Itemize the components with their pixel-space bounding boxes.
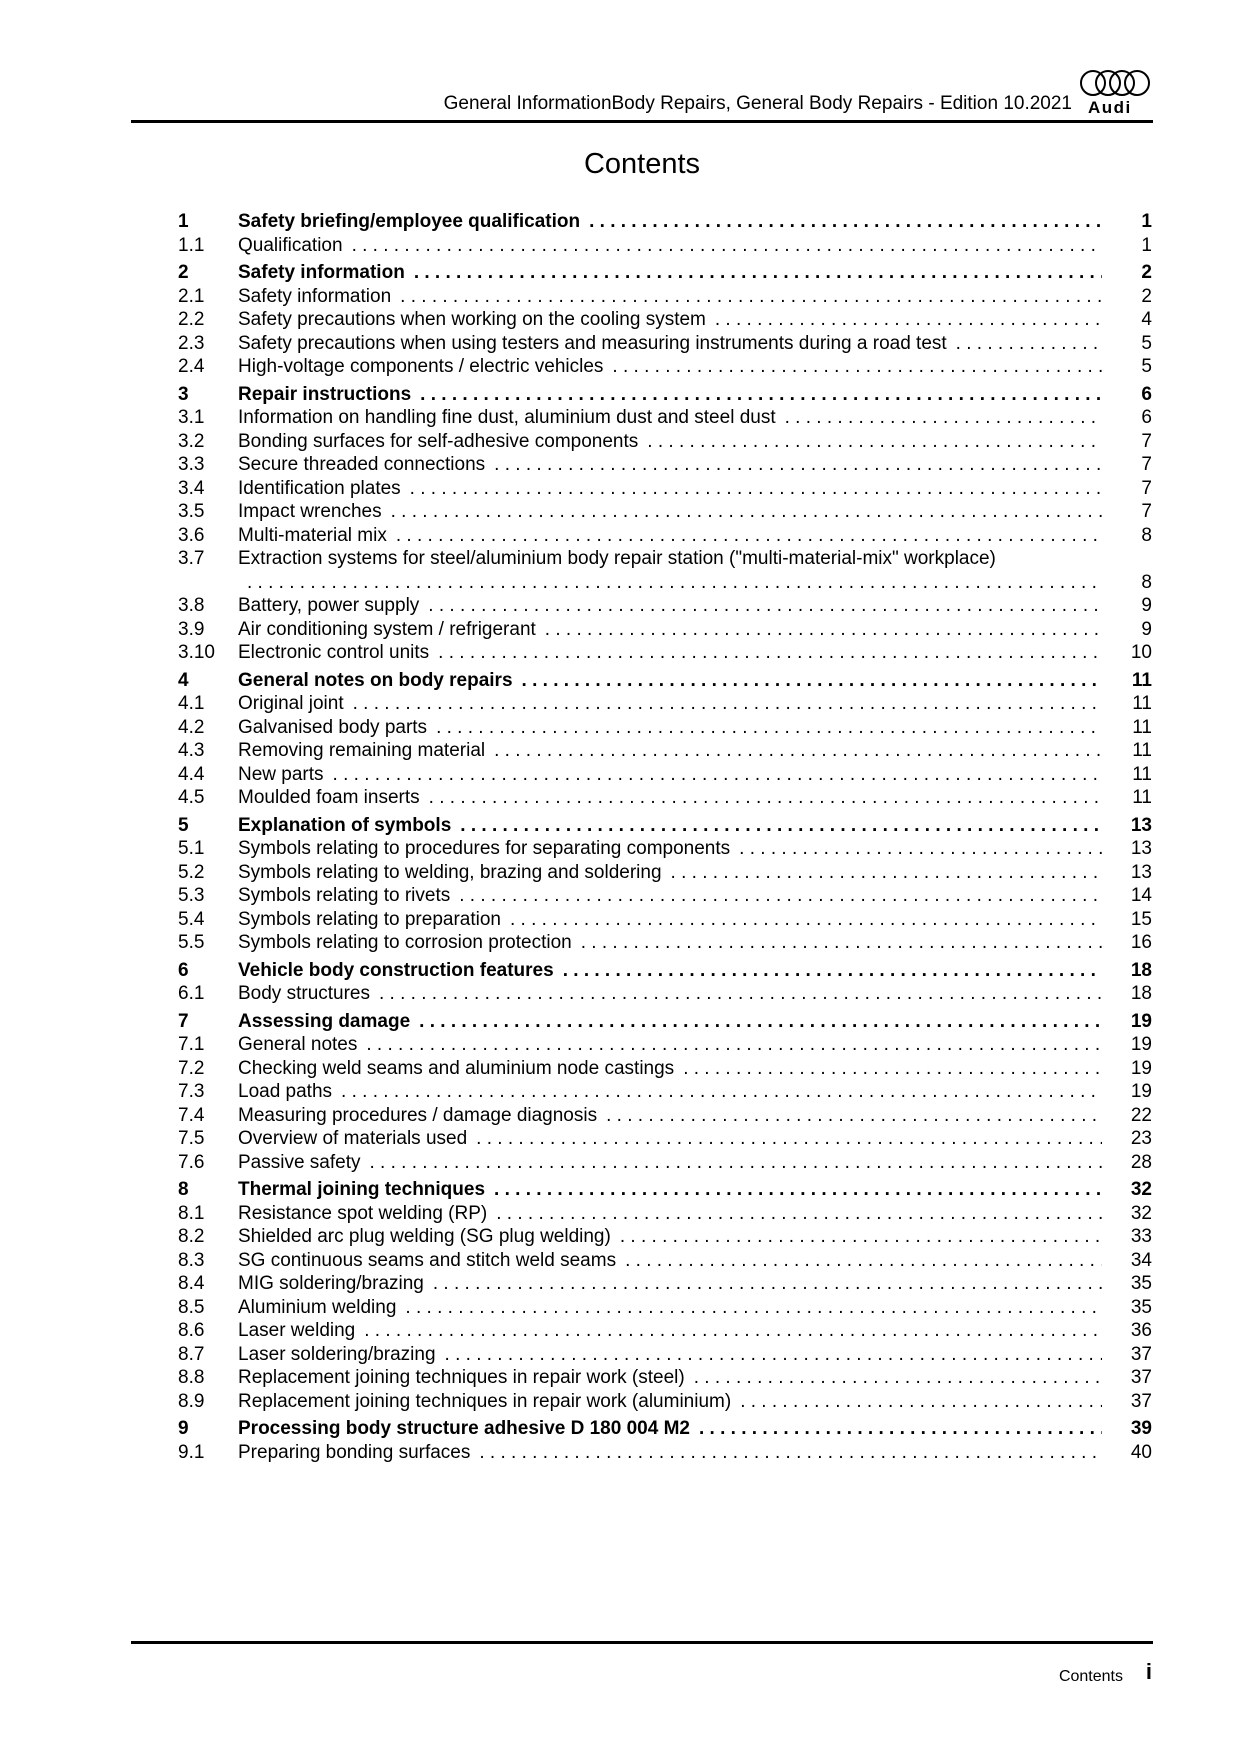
toc-entry[interactable]	[178, 1417, 1152, 1441]
toc-entry-page: 5	[1141, 332, 1152, 354]
toc-entry-number: 8.9	[178, 1390, 205, 1412]
toc-entry-page: 32	[1130, 1179, 1152, 1200]
footer-page-number: i	[1145, 1659, 1152, 1684]
toc-entry-page: 5	[1141, 356, 1152, 377]
dot-leader	[536, 618, 1102, 642]
toc-entry-page: 19	[1130, 1081, 1152, 1102]
dot-leader	[685, 1366, 1102, 1390]
dot-leader	[238, 571, 1102, 595]
dot-leader	[405, 261, 1102, 285]
toc-entry-number: 3.7	[178, 548, 205, 569]
toc-entry-title: Extraction systems for steel/aluminium body repair station ("multi-material-mix" workplace)	[238, 548, 996, 569]
toc-entry[interactable]	[178, 959, 1152, 983]
toc-entry-title: Shielded arc plug welding (SG plug welding)	[238, 1226, 611, 1247]
toc-entry-page: 2	[1141, 262, 1152, 283]
dot-leader	[616, 1249, 1102, 1273]
dot-leader	[387, 524, 1102, 548]
toc-entry-title: Removing remaining material	[238, 740, 486, 761]
toc-entry-title: Symbols relating to welding, brazing and soldering	[238, 861, 662, 883]
dot-leader	[343, 234, 1102, 258]
dot-leader	[355, 1319, 1102, 1343]
toc-entry-number: 3.6	[178, 524, 205, 546]
dot-leader	[513, 669, 1102, 693]
toc-entry-number: 4.5	[178, 787, 205, 808]
dot-leader	[611, 1225, 1102, 1249]
toc-entry-title: Laser soldering/brazing	[238, 1343, 436, 1365]
toc-entry-page: 11	[1132, 740, 1152, 761]
toc-entry[interactable]	[178, 547, 1152, 571]
toc-entry-page: 18	[1130, 959, 1152, 981]
toc-entry-page: 7	[1141, 430, 1152, 452]
toc-entry-number: 3.10	[178, 642, 215, 663]
toc-entry-page: 13	[1130, 861, 1152, 883]
dot-leader	[485, 739, 1102, 763]
toc-entry-page: 37	[1130, 1367, 1152, 1388]
toc-entry[interactable]	[178, 1296, 1152, 1320]
toc-entry-page: 1	[1141, 211, 1152, 232]
toc-entry-number: 5.5	[178, 932, 205, 953]
toc-entry[interactable]	[178, 571, 1152, 595]
dot-leader	[420, 786, 1102, 810]
dot-leader	[467, 1127, 1102, 1151]
toc-entry-page: 7	[1141, 477, 1152, 499]
toc-entry-page: 9	[1141, 618, 1152, 640]
toc-entry-page: 9	[1141, 595, 1152, 616]
toc-entry-page: 39	[1130, 1418, 1152, 1439]
dot-leader	[429, 641, 1102, 665]
toc-entry-number: 5.2	[178, 861, 205, 883]
header-rule	[131, 120, 1153, 123]
audi-wordmark: Audi	[1088, 98, 1132, 117]
toc-entry-page: 37	[1130, 1390, 1152, 1412]
toc-entry[interactable]	[178, 1104, 1152, 1128]
toc-entry[interactable]	[178, 524, 1152, 548]
dot-leader	[361, 1151, 1103, 1175]
toc-entry-number: 8.6	[178, 1320, 205, 1341]
toc-entry[interactable]	[178, 332, 1152, 356]
toc-entry[interactable]	[178, 763, 1152, 787]
toc-entry-page: 28	[1130, 1151, 1152, 1173]
toc-entry-page: 36	[1130, 1320, 1152, 1341]
dot-leader	[450, 884, 1102, 908]
toc-entry-page: 22	[1130, 1104, 1152, 1126]
toc-entry-number: 2	[178, 262, 189, 283]
toc-entry[interactable]	[178, 716, 1152, 740]
toc-entry[interactable]	[178, 1127, 1152, 1151]
toc-entry[interactable]	[178, 453, 1152, 477]
dot-leader	[419, 594, 1102, 618]
toc-entry[interactable]	[178, 1319, 1152, 1343]
toc-entry-title: Measuring procedures / damage diagnosis	[238, 1104, 598, 1126]
dot-leader	[603, 355, 1102, 379]
toc-entry-number: 4.4	[178, 763, 205, 785]
toc-entry-number: 5	[178, 814, 189, 836]
toc-entry[interactable]	[178, 1249, 1152, 1273]
toc-entry-page: 8	[1141, 524, 1152, 546]
toc-entry-number: 8.1	[178, 1202, 205, 1224]
toc-entry-title: Overview of materials used	[238, 1128, 468, 1149]
audi-rings-icon	[1080, 70, 1150, 97]
toc-entry-number: 8.4	[178, 1273, 205, 1294]
toc-entry-number: 5.1	[178, 838, 205, 859]
toc-entry[interactable]	[178, 908, 1152, 932]
dot-leader	[690, 1417, 1102, 1441]
toc-entry-title: General notes	[238, 1034, 358, 1055]
toc-entry-number: 4.2	[178, 716, 205, 738]
toc-entry-title: High-voltage components / electric vehicles	[238, 356, 604, 377]
toc-entry-title: Preparing bonding surfaces	[238, 1441, 471, 1463]
toc-entry[interactable]	[178, 739, 1152, 763]
toc-entry-page: 6	[1141, 383, 1152, 405]
toc-entry[interactable]	[178, 308, 1152, 332]
toc-entry-number: 1.1	[178, 234, 205, 256]
dot-leader	[487, 1202, 1102, 1226]
toc-entry-title: Safety precautions when using testers and measuring instruments during a road test	[238, 332, 947, 354]
toc-entry-number: 4.3	[178, 740, 205, 761]
toc-entry[interactable]	[178, 383, 1152, 407]
toc-entry[interactable]	[178, 982, 1152, 1006]
dot-leader	[410, 1010, 1102, 1034]
dot-leader	[401, 477, 1102, 501]
toc-entry-title: Processing body structure adhesive D 180 004 M2	[238, 1418, 690, 1439]
dot-leader	[451, 814, 1102, 838]
toc-entry-title: Moulded foam inserts	[238, 787, 420, 808]
toc-entry-number: 2.4	[178, 356, 205, 377]
toc-entry-number: 8.7	[178, 1343, 205, 1365]
toc-entry[interactable]	[178, 210, 1152, 234]
toc-entry-title: Symbols relating to preparation	[238, 908, 501, 930]
toc-entry-number: 5.4	[178, 908, 205, 930]
toc-entry-page: 15	[1130, 908, 1152, 930]
toc-entry-number: 8	[178, 1179, 189, 1200]
toc-entry-title: Safety information	[238, 285, 392, 307]
toc-entry-number: 7.3	[178, 1081, 205, 1102]
toc-entry-title: Secure threaded connections	[238, 454, 486, 475]
toc-entry-title: General notes on body repairs	[238, 669, 513, 691]
toc-entry-page: 11	[1131, 669, 1152, 691]
dot-leader	[427, 716, 1102, 740]
toc-entry-title: Checking weld seams and aluminium node castings	[238, 1057, 675, 1079]
toc-entry-number: 3	[178, 383, 189, 405]
toc-entry[interactable]	[178, 669, 1152, 693]
toc-entry-title: Qualification	[238, 234, 343, 256]
dot-leader	[706, 308, 1102, 332]
audi-logo	[1080, 62, 1152, 118]
dot-leader	[501, 908, 1102, 932]
toc-entry-number: 7.2	[178, 1057, 205, 1079]
toc-entry-number: 2.2	[178, 309, 205, 330]
toc-entry[interactable]	[178, 430, 1152, 454]
toc-entry-page: 19	[1130, 1034, 1152, 1055]
toc-list	[178, 206, 1152, 1464]
toc-entry-number: 1	[178, 211, 189, 232]
toc-entry[interactable]	[178, 1202, 1152, 1226]
toc-entry-page: 6	[1141, 407, 1152, 428]
toc-entry[interactable]	[178, 285, 1152, 309]
toc-entry-number: 7.5	[178, 1128, 205, 1149]
toc-entry[interactable]	[178, 1441, 1152, 1465]
toc-entry[interactable]	[178, 355, 1152, 379]
toc-entry-title: SG continuous seams and stitch weld seams	[238, 1249, 617, 1271]
toc-entry-page: 11	[1132, 716, 1152, 738]
dot-leader	[485, 453, 1102, 477]
toc-entry[interactable]	[178, 1225, 1152, 1249]
toc-entry-number: 3.8	[178, 595, 205, 616]
toc-entry-title: Repair instructions	[238, 383, 412, 405]
toc-entry[interactable]	[178, 1080, 1152, 1104]
toc-entry-page: 11	[1132, 763, 1152, 785]
toc-entry-page: 16	[1130, 932, 1152, 953]
toc-entry[interactable]	[178, 814, 1152, 838]
dot-leader	[411, 383, 1102, 407]
toc-entry[interactable]	[178, 692, 1152, 716]
toc-entry[interactable]	[178, 1010, 1152, 1034]
toc-entry-title: Battery, power supply	[238, 595, 420, 616]
toc-entry-page: 32	[1130, 1202, 1152, 1224]
toc-entry-page: 14	[1130, 885, 1152, 906]
dot-leader	[572, 931, 1102, 955]
dot-leader	[776, 406, 1102, 430]
toc-entry[interactable]	[178, 477, 1152, 501]
toc-entry[interactable]	[178, 594, 1152, 618]
toc-entry-number: 8.3	[178, 1249, 205, 1271]
dot-leader	[324, 763, 1102, 787]
dot-leader	[382, 500, 1102, 524]
toc-entry-page: 11	[1132, 787, 1152, 808]
toc-entry-page: 40	[1130, 1441, 1152, 1463]
toc-entry-number: 4	[178, 669, 189, 691]
dot-leader	[391, 285, 1102, 309]
dot-leader	[436, 1343, 1102, 1367]
toc-entry-page: 35	[1130, 1296, 1152, 1318]
dot-leader	[424, 1272, 1102, 1296]
toc-entry-number: 8.2	[178, 1226, 205, 1247]
toc-entry[interactable]	[178, 406, 1152, 430]
toc-entry-title: Bonding surfaces for self-adhesive components	[238, 430, 639, 452]
toc-entry-number: 4.1	[178, 693, 205, 714]
toc-entry[interactable]	[178, 261, 1152, 285]
toc-entry[interactable]	[178, 786, 1152, 810]
toc-entry-title: Symbols relating to corrosion protection	[238, 932, 572, 953]
dot-leader	[730, 837, 1102, 861]
toc-entry-title: Impact wrenches	[238, 501, 382, 522]
toc-entry-number: 7	[178, 1010, 189, 1032]
toc-entry-page: 7	[1141, 501, 1152, 522]
dot-leader	[597, 1104, 1102, 1128]
document-title: General InformationBody Repairs, General Body Repairs - Edition 10.2021	[443, 93, 1072, 114]
toc-entry-number: 6	[178, 959, 189, 981]
toc-entry-page: 8	[1141, 571, 1152, 593]
dot-leader	[731, 1390, 1102, 1414]
dot-leader	[662, 861, 1102, 885]
toc-entry-title: Identification plates	[238, 477, 401, 499]
dot-leader	[396, 1296, 1102, 1320]
toc-entry[interactable]	[178, 1272, 1152, 1296]
toc-entry-page: 33	[1130, 1226, 1152, 1247]
toc-entry-page: 4	[1141, 309, 1152, 330]
toc-entry-title: Air conditioning system / refrigerant	[238, 618, 536, 640]
toc-entry-number: 2.3	[178, 332, 205, 354]
toc-entry-title: Symbols relating to rivets	[238, 885, 451, 906]
dot-leader	[947, 332, 1102, 356]
toc-entry-title: Passive safety	[238, 1151, 361, 1173]
dot-leader	[580, 210, 1102, 234]
page-title: Contents	[583, 148, 701, 180]
audi-ring-icon	[1124, 70, 1150, 96]
toc-entry[interactable]	[178, 861, 1152, 885]
toc-entry-number: 3.1	[178, 407, 205, 428]
toc-entry-title: Multi-material mix	[238, 524, 387, 546]
toc-entry[interactable]	[178, 500, 1152, 524]
dot-leader	[470, 1441, 1102, 1465]
toc-entry-title: Replacement joining techniques in repair work (steel)	[238, 1367, 685, 1388]
toc-entry-number: 3.2	[178, 430, 205, 452]
toc-entry-title: New parts	[238, 763, 324, 785]
toc-entry-title: Aluminium welding	[238, 1296, 397, 1318]
toc-entry-title: MIG soldering/brazing	[238, 1273, 424, 1294]
toc-entry-page: 13	[1130, 814, 1152, 836]
toc-entry[interactable]	[178, 1366, 1152, 1390]
toc-entry-page: 13	[1130, 838, 1152, 859]
toc-entry-number: 3.3	[178, 454, 205, 475]
toc-entry[interactable]	[178, 1390, 1152, 1414]
toc-entry-number: 3.5	[178, 501, 205, 522]
dot-leader	[370, 982, 1102, 1006]
toc-entry-number: 2.1	[178, 285, 205, 307]
toc-entry-page: 37	[1130, 1343, 1152, 1365]
toc-entry[interactable]	[178, 641, 1152, 665]
toc-entry-number: 8.8	[178, 1367, 205, 1388]
toc-entry-title: Information on handling fine dust, aluminium dust and steel dust	[238, 407, 776, 428]
toc-entry-page: 7	[1141, 454, 1152, 475]
toc-entry[interactable]	[178, 1178, 1152, 1202]
toc-entry-title: Laser welding	[238, 1320, 356, 1341]
toc-entry-page: 35	[1130, 1273, 1152, 1294]
toc-entry-number: 7.4	[178, 1104, 205, 1126]
dot-leader	[638, 430, 1102, 454]
toc-entry-page: 2	[1141, 285, 1152, 307]
toc-entry-title: Assessing damage	[238, 1010, 411, 1032]
toc-entry[interactable]	[178, 1033, 1152, 1057]
dot-leader	[485, 1178, 1102, 1202]
toc-entry-number: 9.1	[178, 1441, 205, 1463]
toc-entry-page: 18	[1130, 983, 1152, 1004]
toc-entry-page: 11	[1132, 693, 1152, 714]
toc-entry-number: 5.3	[178, 885, 205, 906]
toc-entry[interactable]	[178, 884, 1152, 908]
toc-entry-number: 3.9	[178, 618, 205, 640]
toc-entry[interactable]	[178, 1057, 1152, 1081]
toc-entry-title: Body structures	[238, 983, 370, 1004]
dot-leader	[344, 692, 1102, 716]
toc-entry[interactable]	[178, 931, 1152, 955]
toc-entry-page: 1	[1141, 234, 1152, 256]
toc-entry-title: Symbols relating to procedures for separating components	[238, 838, 731, 859]
dot-leader	[554, 959, 1102, 983]
dot-leader	[332, 1080, 1102, 1104]
toc-entry-number: 8.5	[178, 1296, 205, 1318]
toc-entry[interactable]	[178, 1151, 1152, 1175]
toc-entry-number: 6.1	[178, 983, 205, 1004]
toc-entry-title: Safety briefing/employee qualification	[238, 211, 581, 232]
toc-entry-title: Safety precautions when working on the cooling system	[238, 309, 706, 330]
toc-entry-page: 19	[1130, 1010, 1152, 1032]
toc-entry-title: Load paths	[238, 1081, 333, 1102]
dot-leader	[674, 1057, 1102, 1081]
dot-leader	[357, 1033, 1102, 1057]
toc-entry-page: 34	[1130, 1249, 1152, 1271]
toc-entry[interactable]	[178, 618, 1152, 642]
footer-section-label: Contents	[1058, 1668, 1123, 1685]
toc-entry-title: Replacement joining techniques in repair work (aluminium)	[238, 1390, 732, 1412]
toc-entry-number: 7.1	[178, 1034, 205, 1055]
toc-entry-title: Original joint	[238, 693, 344, 714]
toc-entry[interactable]	[178, 1343, 1152, 1367]
toc-entry-title: Electronic control units	[238, 642, 430, 663]
toc-entry-number: 9	[178, 1418, 189, 1439]
toc-entry-title: Thermal joining techniques	[238, 1179, 486, 1200]
toc-entry[interactable]	[178, 837, 1152, 861]
toc-entry-page: 10	[1130, 642, 1152, 663]
toc-entry[interactable]	[178, 234, 1152, 258]
toc-entry-number: 7.6	[178, 1151, 205, 1173]
toc-entry-title: Explanation of symbols	[238, 814, 452, 836]
toc-entry-page: 23	[1130, 1128, 1152, 1149]
footer-rule	[131, 1641, 1153, 1644]
toc-entry-title: Resistance spot welding (RP)	[238, 1202, 488, 1224]
toc-entry-page: 19	[1130, 1057, 1152, 1079]
toc-entry-number: 3.4	[178, 477, 205, 499]
toc-entry-title: Galvanised body parts	[238, 716, 428, 738]
toc-entry-title: Vehicle body construction features	[238, 959, 554, 981]
toc-entry-title: Safety information	[238, 262, 405, 283]
